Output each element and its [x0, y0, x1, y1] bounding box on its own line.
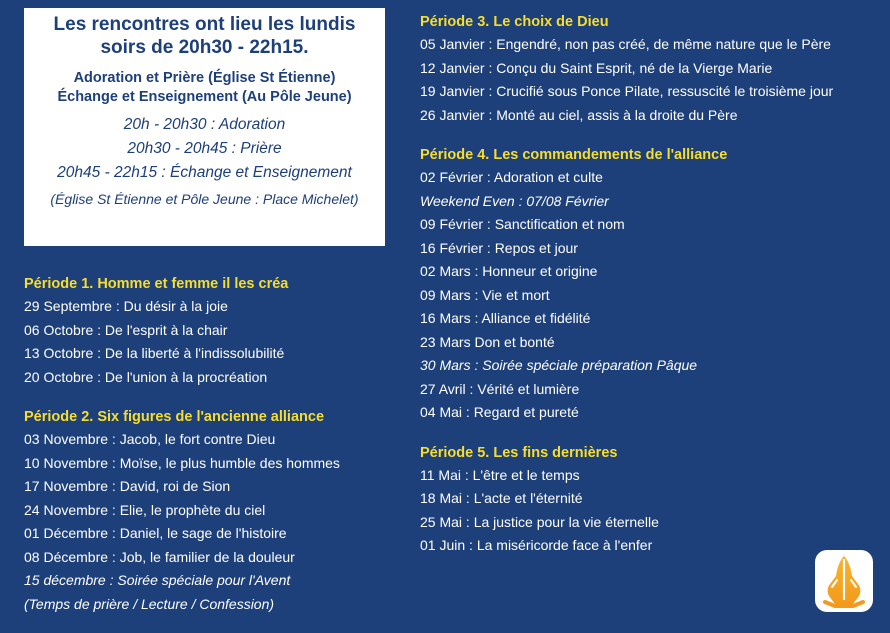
session-entry: 25 Mai : La justice pour la vie éternelle — [420, 513, 659, 530]
period-section — [420, 144, 878, 425]
schedule-line: 20h - 20h30 : Adoration — [123, 116, 286, 133]
session-entry: 27 Avril : Vérité et lumière — [420, 380, 580, 397]
special-event: (Temps de prière / Lecture / Confession) — [24, 595, 275, 612]
session-entry: 01 Juin : La miséricorde face à l'enfer — [420, 537, 653, 553]
session-entry: 01 Décembre : Daniel, le sage de l'histoire — [24, 525, 287, 541]
session-entry: 08 Décembre : Job, le familier de la douleur — [24, 548, 295, 565]
praying-hands-icon — [815, 550, 873, 612]
period-title: Période 4. Les commandements de l'alliance — [420, 147, 728, 163]
special-event: Weekend Even : 07/08 Février — [420, 192, 609, 209]
session-entry: 23 Mars Don et bonté — [420, 333, 555, 350]
period-section — [24, 406, 394, 616]
logo — [815, 550, 873, 612]
session-entry: 03 Novembre : Jacob, le fort contre Dieu — [24, 431, 276, 447]
schedule — [24, 113, 385, 185]
venue-line: Échange et Enseignement (Au Pôle Jeune) — [57, 89, 352, 105]
session-entry: 10 Novembre : Moïse, le plus humble des hommes — [24, 454, 340, 471]
session-entry: 29 Septembre : Du désir à la joie — [24, 298, 228, 314]
session-entry: 11 Mai : L'être et le temps — [420, 466, 580, 483]
session-entry: 04 Mai : Regard et pureté — [420, 404, 579, 420]
session-entry: 02 Février : Adoration et culte — [420, 169, 603, 185]
session-entry: 16 Mars : Alliance et fidélité — [420, 310, 591, 326]
session-entry: 05 Janvier : Engendré, non pas créé, de même nature que le Père — [420, 36, 831, 52]
session-entry: 12 Janvier : Conçu du Saint Esprit, né de la Vierge Marie — [420, 59, 773, 76]
meeting-headline — [24, 13, 385, 59]
period-title: Période 2. Six figures de l'ancienne alliance — [24, 409, 325, 425]
period-section — [24, 273, 394, 389]
session-entry: 18 Mai : L'acte et l'éternité — [420, 490, 583, 506]
left-column — [24, 273, 394, 633]
session-entry: 06 Octobre : De l'esprit à la chair — [24, 321, 228, 338]
headline-line: Les rencontres ont lieu les lundis — [53, 14, 356, 35]
headline-line: soirs de 20h30 - 22h15. — [100, 37, 309, 58]
session-entry: 02 Mars : Honneur et origine — [420, 263, 598, 279]
special-event: 15 décembre : Soirée spéciale pour l'Avent — [24, 572, 291, 588]
session-entry: 09 Mars : Vie et mort — [420, 286, 550, 303]
period-title: Période 1. Homme et femme il les créa — [24, 276, 289, 292]
info-box — [24, 8, 385, 246]
period-section — [420, 442, 878, 558]
location-note: (Église St Étienne et Pôle Jeune : Place Michelet) — [50, 191, 359, 207]
session-entry: 17 Novembre : David, roi de Sion — [24, 478, 231, 494]
session-entry: 09 Février : Sanctification et nom — [420, 216, 625, 232]
session-entry: 20 Octobre : De l'union à la procréation — [24, 368, 268, 385]
schedule-line: 20h45 - 22h15 : Échange et Enseignement — [57, 164, 352, 181]
period-title: Période 3. Le choix de Dieu — [420, 14, 609, 30]
session-entry: 16 Février : Repos et jour — [420, 239, 578, 256]
session-entry: 26 Janvier : Monté au ciel, assis à la droite du Père — [420, 106, 738, 123]
session-entry: 24 Novembre : Elie, le prophète du ciel — [24, 501, 266, 518]
venues — [24, 69, 385, 107]
schedule-line: 20h30 - 20h45 : Prière — [127, 140, 282, 157]
special-event: 30 Mars : Soirée spéciale préparation Pâque — [420, 357, 698, 373]
session-entry: 19 Janvier : Crucifié sous Ponce Pilate, ressuscité le troisième jour — [420, 83, 834, 99]
period-title: Période 5. Les fins dernières — [420, 444, 618, 461]
period-section — [420, 11, 878, 127]
venue-line: Adoration et Prière (Église St Étienne) — [73, 70, 336, 86]
right-column — [420, 11, 878, 575]
session-entry: 13 Octobre : De la liberté à l'indissolubilité — [24, 345, 285, 361]
